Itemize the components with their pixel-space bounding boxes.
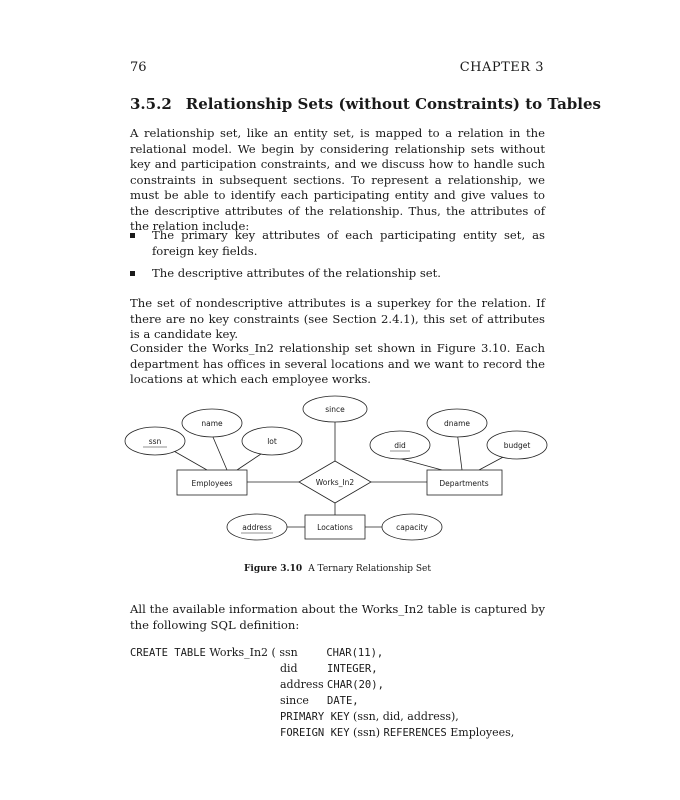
- sql-primary-key-columns: (ssn, did, address),: [353, 710, 459, 723]
- sql-definition: [130, 645, 514, 741]
- code-line: [130, 677, 514, 693]
- page-number: 76: [130, 60, 147, 75]
- paragraph-intro: A relationship set, like an entity set, is mapped to a relation in the relational model. We begin by considering relationship sets without key and participation constraints, and we discuss how to handle such constraints in subsequent sections. To represent a relationship, we must be able to identify each participating entity and give values to the descriptive attributes of the relationship. Thus, the attributes of the relation include:: [130, 126, 545, 233]
- relationship-works-in2-label: Works_In2: [315, 478, 355, 487]
- bullet-marker: [130, 271, 135, 276]
- sql-keyword-create: CREATE TABLE: [130, 647, 206, 659]
- section-heading: [130, 95, 601, 113]
- attribute-ssn-label: ssn: [148, 437, 162, 446]
- er-diagram: [117, 395, 557, 560]
- attribute-ssn: [125, 427, 185, 455]
- paragraph-works-in2: Consider the Works_In2 relationship set shown in Figure 3.10. Each department has offices in several locations and we want to record the locations at which each employee works.: [130, 341, 545, 386]
- figure-caption: [130, 564, 545, 574]
- list-item: [130, 228, 545, 259]
- sql-column-name: address: [280, 678, 324, 691]
- attribute-since: [303, 396, 367, 422]
- entity-employees: [177, 470, 247, 495]
- attribute-name: [182, 409, 242, 437]
- code-line: [130, 645, 514, 661]
- sql-column-type: CHAR(20),: [327, 679, 384, 691]
- sql-column-name: since: [280, 694, 309, 707]
- entity-departments-label: Departments: [439, 479, 489, 488]
- sql-table-name: Works_In2 (: [209, 646, 276, 659]
- list-item: [130, 266, 545, 282]
- attribute-dname: [427, 409, 487, 437]
- sql-column-type: CHAR(11),: [326, 647, 384, 659]
- code-line: [130, 725, 514, 741]
- attribute-since-label: since: [325, 405, 345, 414]
- sql-column-name: ssn: [279, 646, 298, 659]
- sql-keyword-primary-key: PRIMARY KEY: [280, 711, 350, 723]
- attribute-did: [370, 431, 430, 459]
- entity-employees-label: Employees: [191, 479, 233, 488]
- attribute-address: [227, 514, 287, 540]
- figure-caption-label: Figure 3.10: [244, 564, 303, 574]
- code-line: [130, 661, 514, 677]
- attribute-name-label: name: [201, 419, 223, 428]
- entity-locations: [305, 515, 365, 539]
- entity-locations-label: Locations: [317, 523, 353, 532]
- bullet-text: The descriptive attributes of the relationship set.: [152, 266, 441, 280]
- relationship-works-in2: [299, 461, 371, 503]
- paragraph-sql-intro: All the available information about the Works_In2 table is captured by the following SQL definition:: [130, 602, 545, 632]
- sql-keyword-references: REFERENCES: [383, 727, 447, 739]
- sql-foreign-key-column: (ssn): [353, 726, 381, 739]
- attribute-budget-label: budget: [503, 441, 531, 450]
- code-line: [130, 709, 514, 725]
- chapter-header: CHAPTER 3: [459, 60, 544, 75]
- entity-departments: [427, 470, 502, 495]
- attribute-address-label: address: [242, 523, 272, 532]
- section-number: 3.5.2: [130, 95, 172, 113]
- sql-column-type: DATE,: [327, 695, 359, 707]
- bullet-marker: [130, 233, 135, 238]
- sql-column-type: INTEGER,: [327, 663, 378, 675]
- sql-keyword-foreign-key: FOREIGN KEY: [280, 727, 350, 739]
- bullet-text: The primary key attributes of each participating entity set, as foreign key fields.: [152, 228, 545, 258]
- section-title: Relationship Sets (without Constraints) to Tables: [185, 95, 601, 113]
- attribute-lot: [242, 427, 302, 455]
- attribute-dname-label: dname: [443, 419, 471, 428]
- attribute-capacity: [382, 514, 442, 540]
- figure-caption-text: A Ternary Relationship Set: [308, 564, 431, 574]
- code-line: [130, 693, 514, 709]
- attribute-lot-label: lot: [267, 437, 277, 446]
- attribute-budget: [487, 431, 547, 459]
- sql-column-name: did: [280, 662, 298, 675]
- paragraph-superkey: The set of nondescriptive attributes is a superkey for the relation. If there are no key constraints (see Section 2.4.1), this set of attributes is a candidate key.: [130, 296, 545, 341]
- attribute-bullet-list: [130, 228, 545, 289]
- attribute-did-label: did: [394, 441, 406, 450]
- sql-referenced-table: Employees,: [450, 726, 515, 739]
- attribute-capacity-label: capacity: [396, 523, 428, 532]
